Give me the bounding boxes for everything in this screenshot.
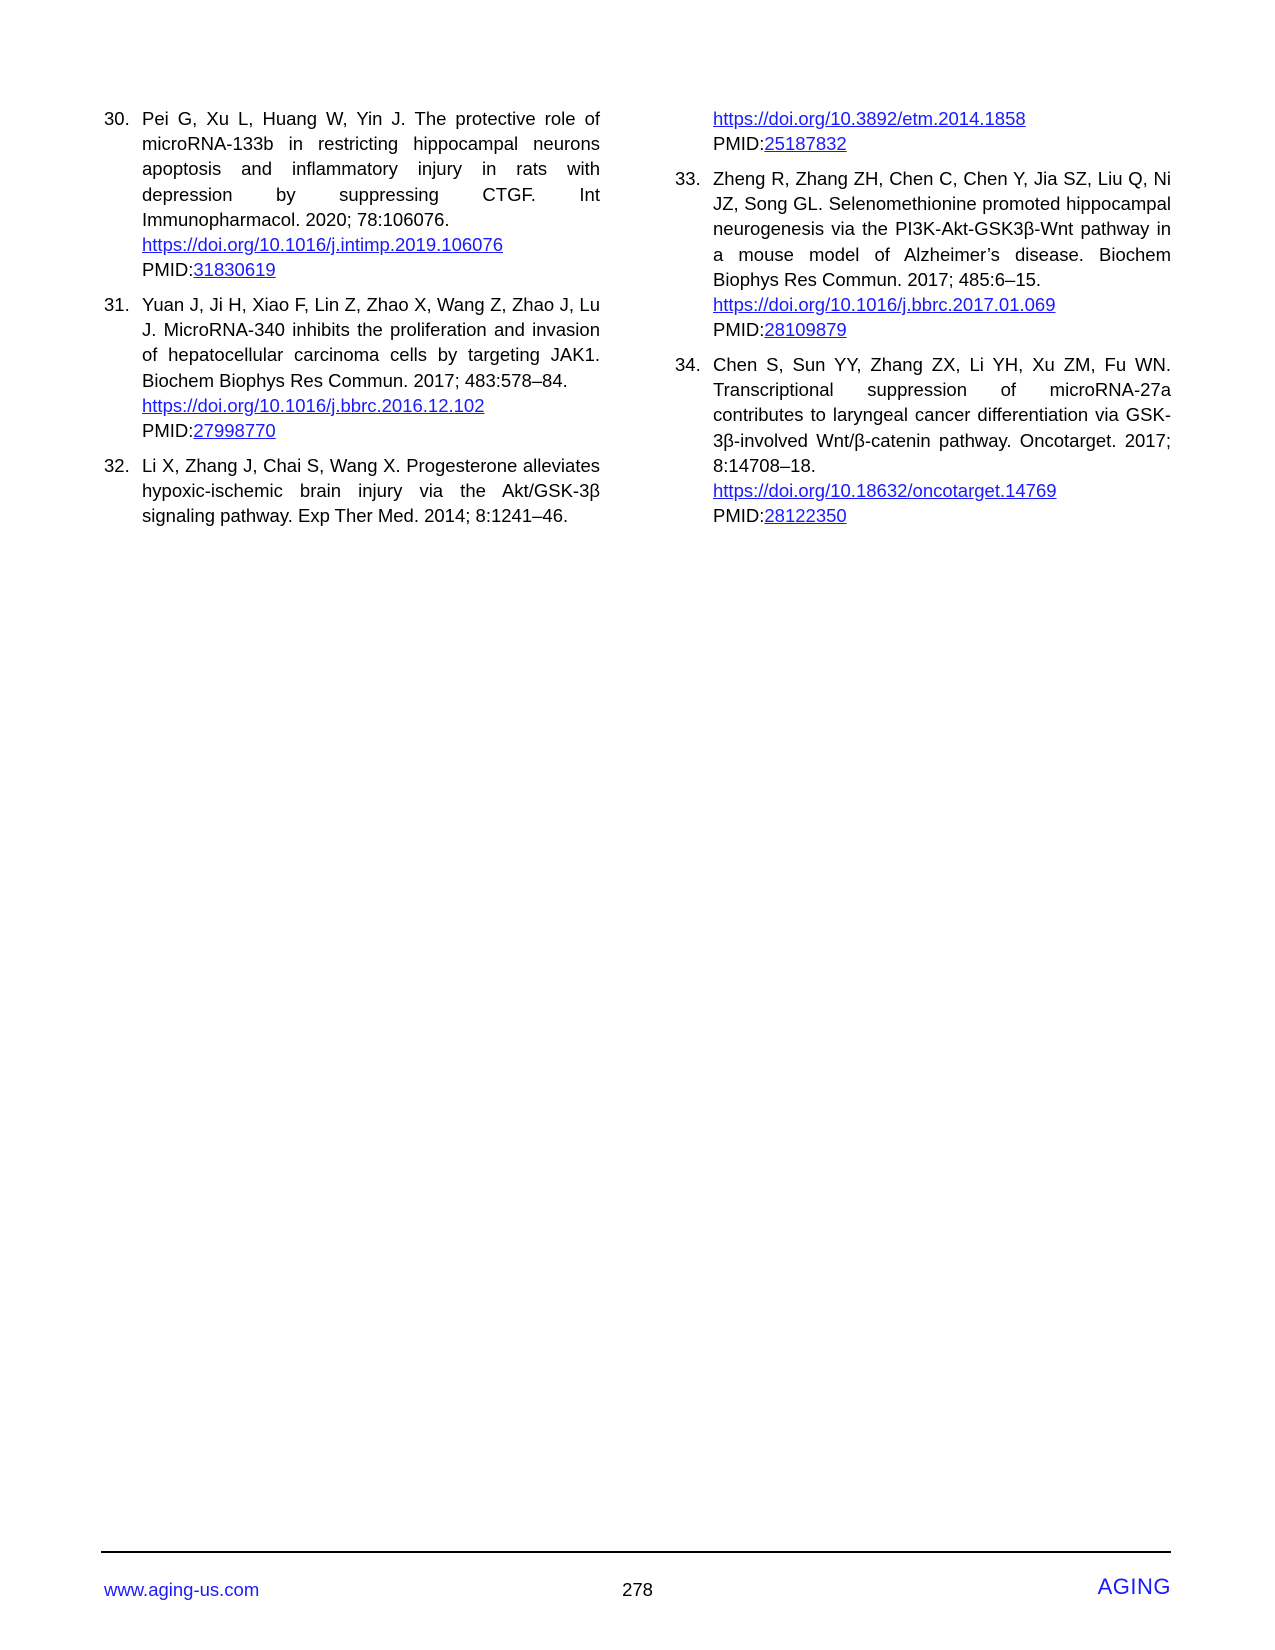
reference-31	[104, 292, 600, 443]
pmid-link[interactable]: 31830619	[193, 259, 276, 281]
pmid-line	[713, 131, 1171, 156]
reference-number: 34.	[675, 354, 701, 376]
pmid-label: PMID:	[713, 505, 765, 527]
reference-number: 31.	[104, 294, 130, 316]
doi-link[interactable]: https://doi.org/10.1016/j.bbrc.2017.01.069	[713, 294, 1056, 316]
reference-34	[675, 352, 1171, 528]
footer-website-link[interactable]: www.aging-us.com	[104, 1579, 260, 1600]
reference-column-left	[104, 106, 600, 538]
doi-link[interactable]: https://doi.org/10.1016/j.bbrc.2016.12.102	[142, 394, 485, 416]
pmid-line	[142, 257, 600, 282]
reference-citation: Zheng R, Zhang ZH, Chen C, Chen Y, Jia SZ, Liu Q, Ni JZ, Song GL. Selenomethionine promoted hippocampal neurogenesis via the PI3K-Akt-GSK3β-Wnt pathway in a mouse model of Alzheimer’s disease. Biochem Biophys Res Commun. 2017; 485:6–15.	[713, 168, 1171, 290]
pmid-line	[713, 317, 1171, 342]
reference-citation: Chen S, Sun YY, Zhang ZX, Li YH, Xu ZM, Fu WN. Transcriptional suppression of microRNA-27a contributes to laryngeal cancer differentiation via GSK-3β-involved Wnt/β-catenin pathway. Oncotarget. 2017; 8:14708–18.	[713, 354, 1171, 476]
doi-link[interactable]: https://doi.org/10.1016/j.intimp.2019.106076	[142, 234, 504, 256]
pmid-label: PMID:	[142, 259, 194, 281]
reference-number: 30.	[104, 108, 130, 129]
reference-citation: Yuan J, Ji H, Xiao F, Lin Z, Zhao X, Wang Z, Zhao J, Lu J. MicroRNA-340 inhibits the proliferation and invasion of hepatocellular carcinoma cells by targeting JAK1. Biochem Biophys Res Commun. 2017; 483:578–84.	[142, 294, 600, 391]
pmid-line	[713, 503, 1171, 528]
doi-link[interactable]: https://doi.org/10.3892/etm.2014.1858	[713, 108, 1026, 129]
page-number: 278	[622, 1579, 653, 1600]
pmid-link[interactable]: 27998770	[193, 420, 276, 442]
journal-name: AGING	[1097, 1574, 1171, 1599]
doi-link[interactable]: https://doi.org/10.18632/oncotarget.14769	[713, 480, 1057, 502]
reference-citation: Pei G, Xu L, Huang W, Yin J. The protective role of microRNA-133b in restricting hippocampal neurons apoptosis and inflammatory injury in rats with depression by suppressing CTGF. Int Immunopharmacol. 2020; 78:106076.	[142, 108, 600, 230]
pmid-link[interactable]: 28122350	[764, 505, 847, 527]
pmid-link[interactable]: 25187832	[764, 133, 847, 155]
pmid-line	[142, 418, 600, 443]
reference-32	[104, 453, 600, 529]
reference-number: 32.	[104, 454, 130, 476]
pmid-label: PMID:	[713, 319, 765, 341]
reference-33	[675, 166, 1171, 342]
reference-32-continued	[675, 106, 1171, 156]
pmid-link[interactable]: 28109879	[764, 319, 847, 341]
reference-citation: Li X, Zhang J, Chai S, Wang X. Progesterone alleviates hypoxic-ischemic brain injury via the Akt/GSK-3β signaling pathway. Exp Ther Med. 2014; 8:1241–46.	[142, 454, 600, 527]
reference-number: 33.	[675, 168, 701, 189]
reference-30	[104, 106, 600, 282]
footer-divider	[101, 1551, 1171, 1553]
pmid-label: PMID:	[713, 133, 765, 155]
pmid-label: PMID:	[142, 420, 194, 442]
reference-column-right	[675, 106, 1171, 538]
